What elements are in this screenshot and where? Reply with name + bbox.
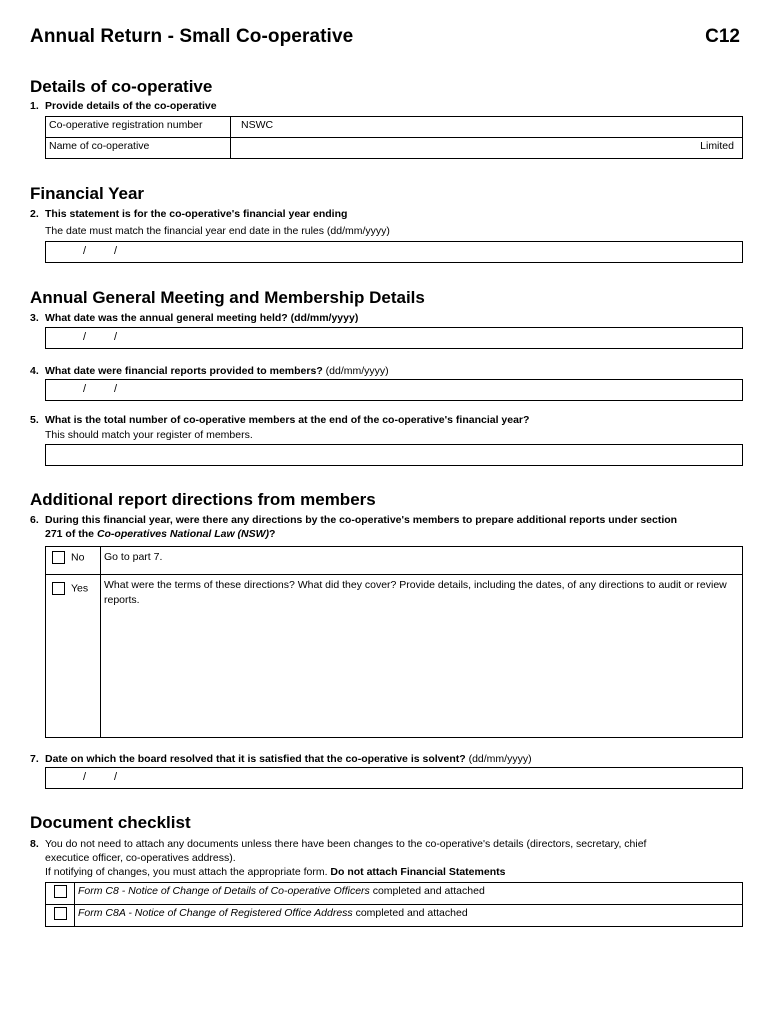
question-6-line-2: [45, 527, 275, 541]
section-heading-details: Details of co-operative: [30, 77, 213, 96]
page-title: Annual Return - Small Co-operative: [30, 26, 354, 47]
cooperative-name-label: Name of co-operative: [46, 138, 231, 159]
question-8-line-3: [45, 865, 505, 879]
form-c8a-item: [75, 905, 743, 927]
form-code: C12: [705, 26, 740, 47]
date-separator: /: [83, 771, 87, 783]
directions-table: [45, 546, 743, 738]
form-c8a-checkbox-cell: [46, 905, 75, 927]
form-c8a-status: completed and attached: [352, 907, 468, 919]
question-8-warning: Do not attach Financial Statements: [327, 866, 506, 878]
form-c8a-checkbox[interactable]: [54, 907, 67, 920]
cooperative-details-table: [45, 116, 743, 159]
form-c8-checkbox-cell: [46, 883, 75, 905]
question-text-line-2-post: ?: [269, 528, 276, 540]
section-heading-financial-year: Financial Year: [30, 184, 145, 203]
date-separator: /: [114, 245, 118, 257]
question-number: 2.: [30, 208, 39, 220]
option-label: No: [71, 551, 85, 564]
question-3: [30, 311, 358, 325]
question-1: [30, 99, 217, 113]
law-name: Co-operatives National Law (NSW): [96, 528, 270, 540]
date-separator: /: [83, 331, 87, 343]
question-4: [30, 364, 389, 378]
question-5: [30, 413, 529, 427]
question-text: This statement is for the co-operative's financial year ending: [45, 208, 348, 220]
form-c8-item: [75, 883, 743, 905]
yes-checkbox[interactable]: [52, 582, 65, 595]
agm-date-field[interactable]: [45, 327, 743, 349]
financial-year-end-date-field[interactable]: [45, 241, 743, 263]
date-separator: /: [114, 331, 118, 343]
question-2-note: The date must match the financial year end date in the rules (dd/mm/yyyy): [45, 225, 390, 237]
question-format: (dd/mm/yyyy): [322, 365, 389, 377]
question-text: What date were financial reports provided to members?: [45, 365, 323, 377]
question-7: [30, 752, 532, 766]
question-format: (dd/mm/yyyy): [465, 753, 532, 765]
directions-details-field[interactable]: [101, 575, 743, 738]
question-8-line-1: You do not need to attach any documents unless there have been changes to the co-operative's details (directors, secretary, chief: [45, 838, 647, 850]
section-heading-additional-reports: Additional report directions from members: [30, 490, 376, 509]
date-separator: /: [83, 383, 87, 395]
financial-reports-date-field[interactable]: [45, 379, 743, 401]
section-heading-agm: Annual General Meeting and Membership Details: [30, 288, 425, 307]
form-c8a-name: Form C8A - Notice of Change of Registered Office Address: [78, 907, 353, 919]
cooperative-name-field[interactable]: Limited: [231, 138, 743, 159]
option-yes-detail: What were the terms of these directions? What did they cover? Provide details, including the dates, of any directions to audit or review reports.: [104, 579, 727, 606]
question-number: 7.: [30, 753, 39, 765]
member-count-field[interactable]: [45, 444, 743, 466]
date-separator: /: [114, 383, 118, 395]
form-c8-checkbox[interactable]: [54, 885, 67, 898]
question-6: [30, 513, 677, 527]
no-checkbox[interactable]: [52, 551, 65, 564]
form-c8-status: completed and attached: [369, 885, 485, 897]
question-8: [30, 837, 646, 851]
date-separator: /: [83, 245, 87, 257]
section-heading-document-checklist: Document checklist: [30, 813, 191, 832]
question-text: Provide details of the co-operative: [45, 100, 217, 112]
registration-number-field[interactable]: NSWC: [231, 117, 743, 138]
question-text: What date was the annual general meeting held? (dd/mm/yyyy): [45, 312, 359, 324]
checklist-table: [45, 882, 743, 927]
question-text: Date on which the board resolved that it is satisfied that the co-operative is solvent?: [45, 753, 466, 765]
question-2: [30, 207, 347, 221]
option-yes: [46, 575, 101, 738]
option-no: [46, 547, 101, 575]
question-8-line-2: executice officer, co-operatives address).: [45, 852, 236, 864]
question-8-instruction: If notifying of changes, you must attach the appropriate form.: [45, 866, 328, 878]
question-number: 4.: [30, 365, 39, 377]
question-text-line-1: During this financial year, were there any directions by the co-operative's members to prepare additional reports under section: [45, 514, 678, 526]
question-text: What is the total number of co-operative members at the end of the co-operative's financial year?: [45, 414, 530, 426]
solvency-resolution-date-field[interactable]: [45, 767, 743, 789]
option-no-detail: Go to part 7.: [101, 547, 743, 575]
option-label: Yes: [71, 582, 89, 595]
question-number: 1.: [30, 100, 39, 112]
question-5-note: This should match your register of members.: [45, 429, 253, 441]
question-number: 6.: [30, 514, 39, 526]
question-number: 3.: [30, 312, 39, 324]
date-separator: /: [114, 771, 118, 783]
form-c8-name: Form C8 - Notice of Change of Details of Co-operative Officers: [78, 885, 370, 897]
question-text-line-2-pre: 271 of the: [45, 528, 97, 540]
registration-number-label: Co-operative registration number: [46, 117, 231, 138]
question-number: 8.: [30, 838, 39, 850]
question-number: 5.: [30, 414, 39, 426]
